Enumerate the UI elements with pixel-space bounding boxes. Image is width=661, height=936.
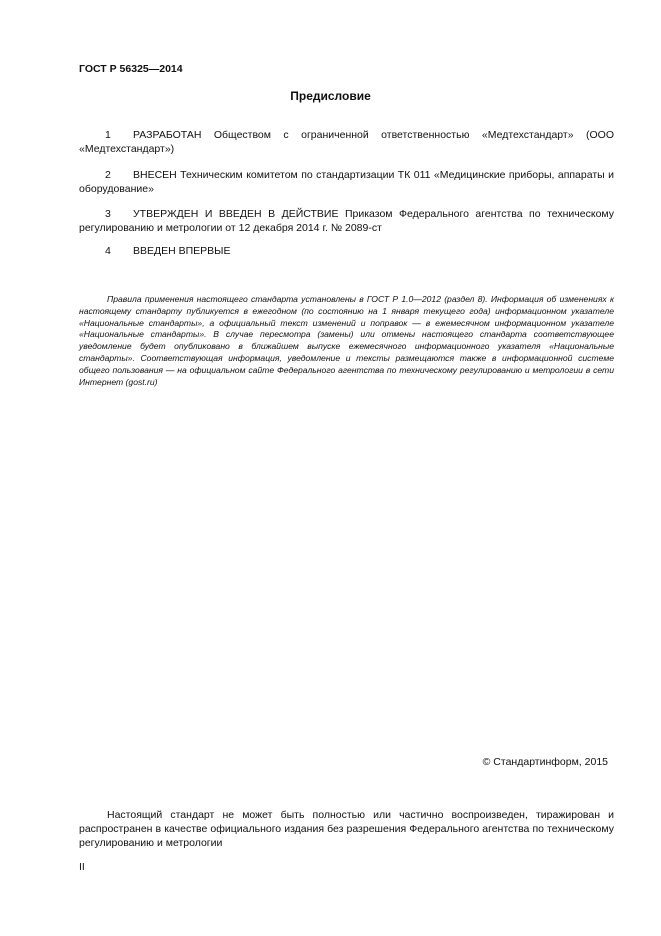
copyright-notice: © Стандартинформ, 2015 bbox=[482, 756, 608, 768]
reproduction-disclaimer: Настоящий стандарт не может быть полностью или частично воспроизведен, тиражирован и распространен в качестве официального издания без разрешения Федерального агентства по техническому регулированию и метрологии bbox=[79, 809, 614, 849]
page-title: Предисловие bbox=[290, 89, 371, 103]
standard-code: ГОСТ Р 56325—2014 bbox=[79, 63, 183, 75]
item-text: ВВЕДЕН ВПЕРВЫЕ bbox=[133, 245, 231, 257]
page-number: II bbox=[79, 861, 85, 873]
item-text: ВНЕСЕН Техническим комитетом по стандартизации ТК 011 «Медицинские приборы, аппараты и оборудование» bbox=[79, 169, 614, 195]
foreword-item-2 bbox=[79, 168, 614, 196]
foreword-item-4 bbox=[79, 244, 614, 258]
foreword-item-3 bbox=[79, 207, 614, 235]
item-text: РАЗРАБОТАН Обществом с ограниченной ответственностью «Медтехстандарт» (ООО «Медтехстандарт») bbox=[79, 129, 614, 155]
item-number: 3 bbox=[105, 208, 111, 220]
item-text: УТВЕРЖДЕН И ВВЕДЕН В ДЕЙСТВИЕ Приказом Федерального агентства по техническому регулированию и метрологии от 12 декабря 2014 г. № 2089-ст bbox=[79, 208, 614, 234]
application-note: Правила применения настоящего стандарта установлены в ГОСТ Р 1.0—2012 (раздел 8). Информация об изменениях к настоящему стандарту публикуется в ежегодном (по состоянию на 1 января текущего года) информационном указателе «Национальные стандарты», а официальный текст изменений и поправок — в ежемесячном информационном указателе «Национальные стандарты». В случае пересмотра (замены) или отмены настоящего стандарта соответствующее уведомление будет опубликовано в ближайшем выпуске ежемесячного информационного указателя «Национальные стандарты». Соответствующая информация, уведомление и тексты размещаются также в информационной системе общего пользования — на официальном сайте Федерального агентства по техническому регулированию и метрологии в сети Интернет (gost.ru) bbox=[79, 294, 614, 387]
item-number: 1 bbox=[105, 129, 111, 141]
foreword-item-1 bbox=[79, 128, 614, 156]
item-number: 4 bbox=[105, 245, 111, 257]
item-number: 2 bbox=[105, 169, 111, 181]
